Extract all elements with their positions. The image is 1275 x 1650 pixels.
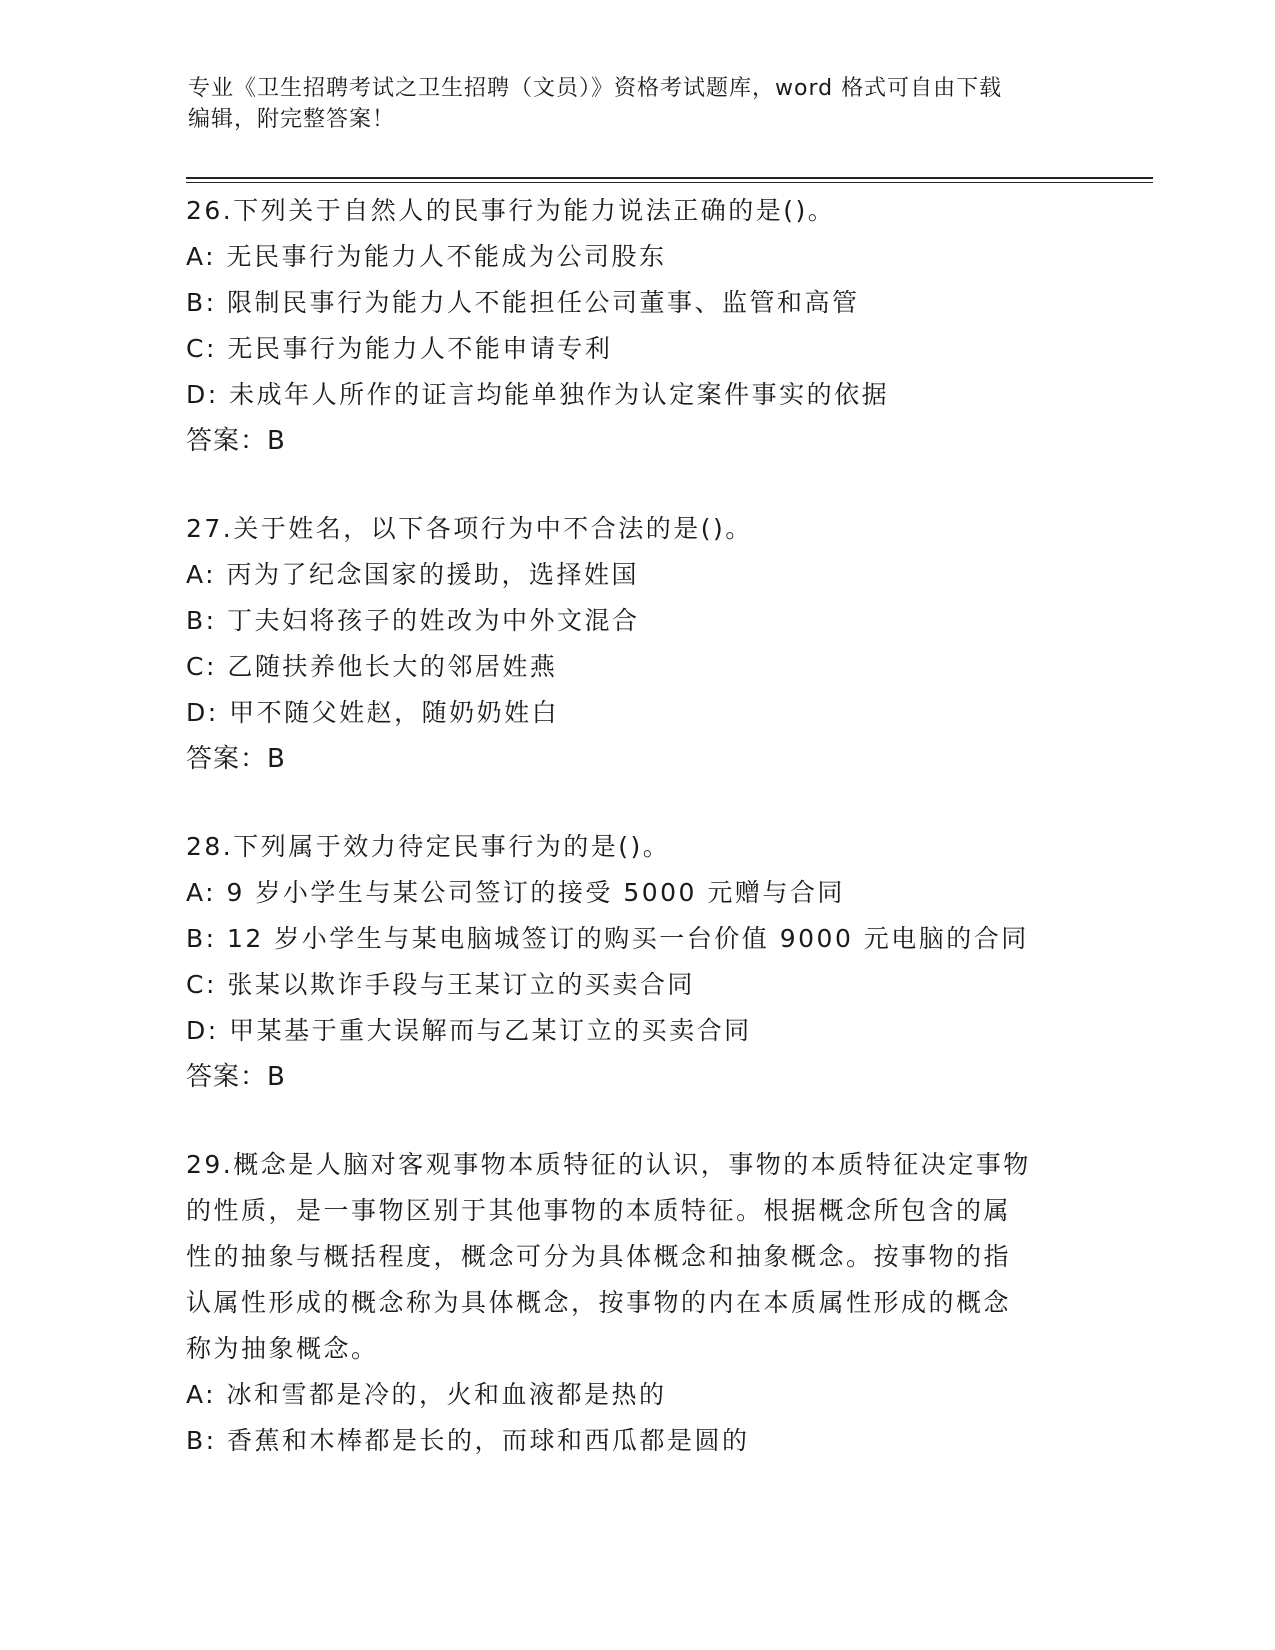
header-divider-thin: [186, 182, 1153, 183]
answer-option: C: 张某以欺诈手段与王某订立的买卖合同: [186, 970, 695, 999]
answer-option: A: 9 岁小学生与某公司签订的接受 5000 元赠与合同: [186, 878, 845, 907]
answer-option: D: 甲某基于重大误解而与乙某订立的买卖合同: [186, 1016, 752, 1045]
question-stem: 认属性形成的概念称为具体概念，按事物的内在本质属性形成的概念: [186, 1288, 1012, 1317]
question-stem: 27.关于姓名，以下各项行为中不合法的是()。: [186, 514, 753, 543]
correct-answer: 答案：B: [186, 426, 286, 456]
question-block: [186, 506, 1086, 782]
correct-answer: 答案：B: [186, 1062, 286, 1092]
question-stem: 称为抽象概念。: [186, 1334, 379, 1363]
question-stem: 29.概念是人脑对客观事物本质特征的认识，事物的本质特征决定事物: [186, 1150, 1031, 1179]
answer-option: C: 无民事行为能力人不能申请专利: [186, 334, 613, 363]
answer-option: B: 限制民事行为能力人不能担任公司董事、监管和高管: [186, 288, 860, 317]
question-stem: 性的抽象与概括程度，概念可分为具体概念和抽象概念。按事物的指: [186, 1242, 1012, 1271]
answer-option: D: 甲不随父姓赵，随奶奶姓白: [186, 698, 560, 727]
question-stem: 28.下列属于效力待定民事行为的是()。: [186, 832, 671, 861]
question-block: [186, 1142, 1086, 1464]
question-block: [186, 188, 1086, 464]
answer-option: B: 12 岁小学生与某电脑城签订的购买一台价值 9000 元电脑的合同: [186, 924, 1029, 953]
answer-option: A: 冰和雪都是冷的，火和血液都是热的: [186, 1380, 667, 1409]
correct-answer: 答案：B: [186, 744, 286, 774]
header-divider-thick: [186, 177, 1153, 179]
question-list: [186, 188, 1086, 1464]
question-stem: 的性质，是一事物区别于其他事物的本质特征。根据概念所包含的属: [186, 1196, 1012, 1225]
document-header: [188, 73, 1088, 135]
answer-option: D: 未成年人所作的证言均能单独作为认定案件事实的依据: [186, 380, 890, 409]
answer-option: A: 丙为了纪念国家的援助，选择姓国: [186, 560, 640, 589]
answer-option: B: 丁夫妇将孩子的姓改为中外文混合: [186, 606, 640, 635]
question-block: [186, 824, 1086, 1100]
header-line-2: 编辑，附完整答案！: [188, 107, 396, 132]
header-line-1: 专业《卫生招聘考试之卫生招聘（文员）》资格考试题库，word 格式可自由下载: [188, 76, 1003, 101]
answer-option: B: 香蕉和木棒都是长的，而球和西瓜都是圆的: [186, 1426, 750, 1455]
answer-option: A: 无民事行为能力人不能成为公司股东: [186, 242, 667, 271]
question-stem: 26.下列关于自然人的民事行为能力说法正确的是()。: [186, 196, 836, 225]
answer-option: C: 乙随扶养他长大的邻居姓燕: [186, 652, 558, 681]
